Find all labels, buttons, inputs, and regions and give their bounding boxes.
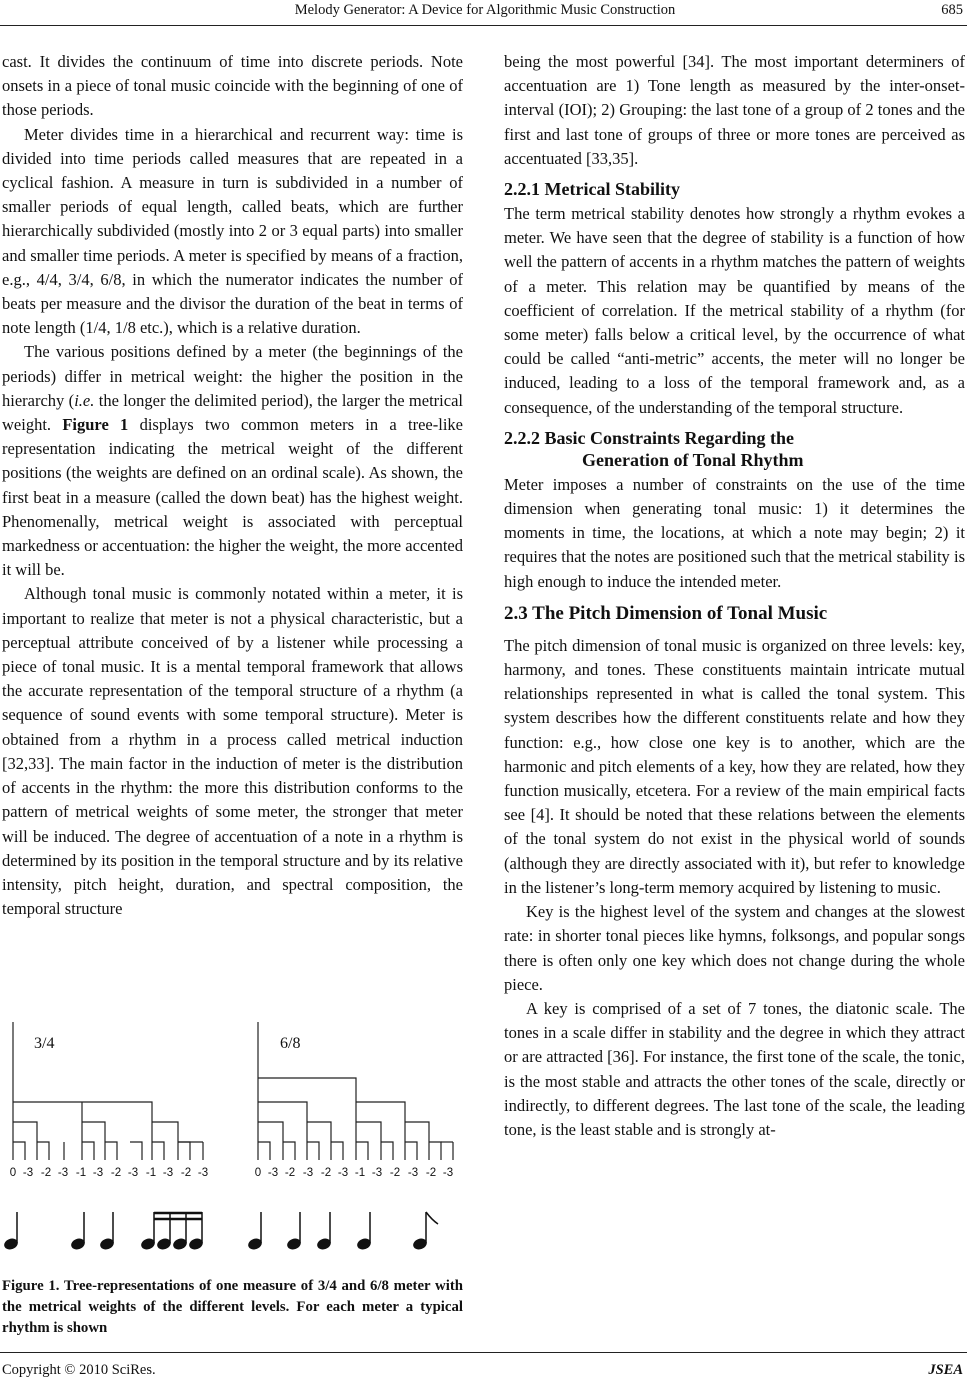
weight-label: -3 — [22, 1167, 34, 1179]
weight-label: -2 — [425, 1167, 437, 1179]
ie-abbrev: i.e. — [74, 390, 95, 410]
paragraph: The various positions defined by a meter (the beginnings of the periods) differ in metrical weight: the higher the position in the hierarchy (i.e. the longer the delimited period), the larger the metrical weight. Figure 1 displays two common meters in a tree-like representation indicating the metrical weight of the different positions (the weights are defined on an ordinal scale). As shown, the first beat in a measure (called the down beat) has the highest weight. Phenomenally, metrical weight is associated with perceptual markedness or accentuation: the higher the weight, the more accented it will be. — [2, 342, 463, 580]
paragraph: The term metrical stability denotes how strongly a rhythm evokes a meter. We have seen that the degree of stability is a function of how well the pattern of accents in a rhythm matches the pattern of weights of a meter. This relation may be quantified by means of the coefficient of correlation. If the metrical stability of a rhythm (for some meter) falls below a critical level, by the occurrence of what could be called “anti-metric” accents, the meter will no longer be induced, leading to a loss of the temporal framework and, as a consequence, of the understanding of the temporal structure. — [504, 204, 965, 417]
header-rule — [0, 25, 967, 26]
rhythm-6-8 — [247, 1212, 438, 1251]
weight-label: -3 — [127, 1167, 139, 1179]
rhythm-3-4 — [3, 1212, 205, 1251]
paragraph: Meter divides time in a hierarchical and recurrent way: time is divided into time periods called measures that are repeated in a cyclical fashion. A measure in turn is subdivided in a number of smaller periods of equal length, called beats, which are further hierarchically subdivided (mostly into 2 or 3 equal parts) into smaller and smaller time periods. A meter is specified by means of a fraction, e.g., 4/4, 3/4, 6/8, in which the numerator indicates the number of beats per measure and the divisor the duration of the beat in terms of note length (1/4, 1/8 etc.), which is a relative duration. — [2, 124, 463, 338]
footer-rule — [0, 1352, 967, 1353]
journal-abbrev: JSEA — [928, 1362, 963, 1378]
weight-label: -2 — [284, 1167, 296, 1179]
paragraph: Although tonal music is commonly notated within a meter, it is important to realize that meter is not a physical characteristic, but a perceptual attribute conceived of by a listener while processing a piece of tonal music. It is a mental temporal framework that allows the accurate representation of the temporal structure of a rhythm (a sequence of sound events with some temporal structure). Meter is obtained from a rhythm in a process called metrical induction [32,33]. The main factor in the induction of meter is the distribution of accents in the rhythm: the more this distribution conforms to the pattern of metrical weights of some meter, the stronger that meter will be induced. The degree of accentuation of a note in a rhythm is determined by its position in the temporal structure and by its relative intensity, pitch height, duration, and spectral composition, the temporal structure — [2, 584, 463, 919]
right-column — [504, 50, 965, 1142]
paragraph: cast. It divides the continuum of time into discrete periods. Note onsets in a piece of tonal music coincide with the beginning of one of those periods. — [2, 52, 463, 120]
running-title: Melody Generator: A Device for Algorithmic Music Construction — [294, 2, 676, 18]
weight-label: 0 — [9, 1167, 17, 1179]
page-number: 685 — [941, 2, 963, 18]
meter-label-6-8: 6/8 — [280, 1035, 301, 1052]
meter-tree-figure — [0, 1018, 480, 1258]
figure-1 — [0, 1018, 480, 1258]
figure-reference: Figure 1 — [62, 415, 129, 435]
weight-label: -3 — [57, 1167, 69, 1179]
weight-label: 0 — [254, 1167, 262, 1179]
weight-label: -1 — [75, 1167, 87, 1179]
weight-label: -3 — [162, 1167, 174, 1179]
section-heading-2-2-2: 2.2.2 Basic Constraints Regarding the Generation of Tonal Rhythm — [504, 427, 804, 470]
weight-label: -3 — [197, 1167, 209, 1179]
paragraph: Meter imposes a number of constraints on the use of the time dimension when generating tonal music: 1) it determines the moments in time, the locations, at which a note may begin; 2) it requires that the notes are positioned such that the metrical stability is high enough to induce the intended meter. — [504, 474, 965, 591]
paragraph: being the most powerful [34]. The most important determiners of accentuation are 1) Tone length as measured by the inter-onset-interval (IOI); 2) Grouping: the last tone of a group of 2 tones and the first and last tone of groups of three or more tones are perceived as accentuated [33,35]. — [504, 52, 965, 168]
weight-label: -2 — [40, 1167, 52, 1179]
weight-label: -2 — [320, 1167, 332, 1179]
section-heading-2-3: 2.3 The Pitch Dimension of Tonal Music — [504, 602, 828, 624]
weight-label: -2 — [180, 1167, 192, 1179]
paragraph: Key is the highest level of the system and changes at the slowest rate: in shorter tonal pieces like hymns, folksongs, and popular songs there is often only one key which does not change during the whole piece. — [504, 902, 965, 994]
left-column — [2, 50, 463, 921]
weight-label: -1 — [354, 1167, 366, 1179]
weight-label: -2 — [389, 1167, 401, 1179]
weight-label: -2 — [110, 1167, 122, 1179]
weight-label: -3 — [267, 1167, 279, 1179]
meter-label-3-4: 3/4 — [34, 1035, 55, 1052]
paragraph: A key is comprised of a set of 7 tones, the diatonic scale. The tones in a scale differ in stability and the degree in which they attract or are attracted [36]. For instance, the first tone of the scale, the tonic, is the most stable and attracts the other tones of the scale, directly or indirectly, to different degrees. The last tone of the scale, the leading tone, is the least stable and is strongly at- — [504, 998, 965, 1139]
weight-label: -1 — [145, 1167, 157, 1179]
weight-label: -3 — [371, 1167, 383, 1179]
weight-label: -3 — [337, 1167, 349, 1179]
paragraph: The pitch dimension of tonal music is organized on three levels: key, harmony, and tones. These constituents maintain intricate mutual relationships represented in what is called the tonal system. This system describes how the different constituents relate and how they function: e.g., how close one key is to another, which are the harmonic and pitch elements of a key, how they are related, how they function musically, etcetera. For a review of the main empirical facts see [4]. It should be noted that these relations between the elements of the tonal system do not exist in the physical world of sounds (although they are directly associated with it), but refer to knowledge in the listener’s long-term memory acquired by listening to music. — [504, 635, 965, 897]
weight-label: -3 — [302, 1167, 314, 1179]
copyright: Copyright © 2010 SciRes. — [2, 1362, 156, 1378]
section-heading-2-2-1: 2.2.1 Metrical Stability — [504, 179, 680, 200]
page-header — [0, 0, 967, 22]
weight-label: -3 — [92, 1167, 104, 1179]
figure-caption: Figure 1. Tree-representations of one measure of 3/4 and 6/8 meter with the metrical weights of the different levels. For each meter a typical rhythm is shown — [2, 1278, 463, 1336]
weight-label: -3 — [407, 1167, 419, 1179]
weight-label: -3 — [442, 1167, 454, 1179]
